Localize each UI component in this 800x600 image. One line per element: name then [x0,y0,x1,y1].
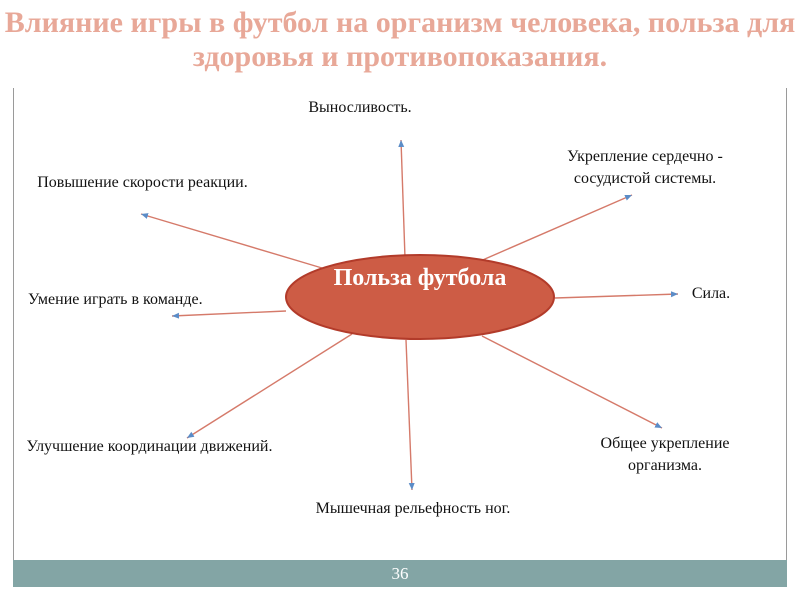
arrow-coordination [187,334,352,438]
page-number: 36 [391,564,409,583]
arrow-strength [555,294,678,298]
slide-title: Влияние игры в футбол на организм человека, польза для здоровья и противопоказания. [4,6,796,73]
arrow-reaction [141,214,322,268]
benefit-coordination: Улучшение координации движений. [26,438,273,455]
benefit-teamwork: Умение играть в команде. [28,291,203,308]
benefit-legs: Мышечная рельефность ног. [315,500,511,517]
benefit-heart: Укрепление сердечно - сосудистой системы. [567,148,723,187]
benefit-strength: Сила. [691,285,731,302]
arrow-heart [478,195,632,262]
arrow-teamwork [172,311,286,316]
slide-footer [13,560,787,587]
benefit-body: Общее укрепление организма. [600,435,730,474]
arrow-endurance [401,140,405,258]
arrow-legs [406,340,412,490]
center-label: Польза футбола [333,265,507,291]
benefit-endurance: Выносливость. [308,99,412,116]
benefit-reaction: Повышение скорости реакции. [37,174,248,191]
arrow-body [482,336,662,428]
